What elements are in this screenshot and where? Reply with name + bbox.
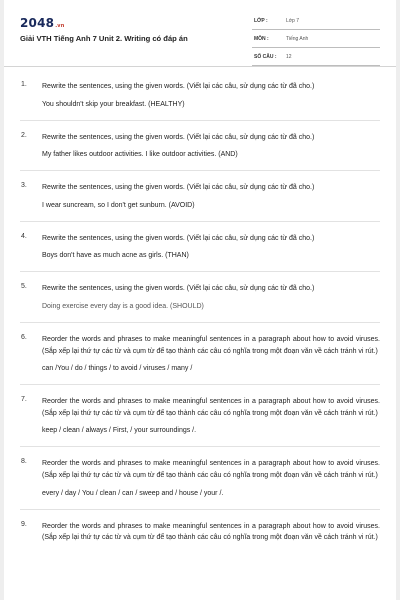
question-divider [20, 509, 380, 510]
question-number: 9. [21, 520, 27, 528]
question-task: I wear suncream, so I don't get sunburn. (AVOID) [42, 201, 195, 209]
document-header [4, 0, 396, 66]
question-instruction: Rewrite the sentences, using the given words. (Viết lại các câu, sử dụng các từ đã cho.) [42, 234, 315, 242]
meta-row-subject [252, 32, 380, 48]
meta-label: LỚP : [254, 18, 268, 24]
question-item [20, 233, 380, 262]
question-number: 1. [21, 81, 27, 88]
question-number: 3. [21, 182, 27, 190]
question-divider [20, 322, 380, 323]
question-number: 7. [21, 396, 27, 404]
question-number: 4. [21, 232, 27, 240]
question-instruction: Rewrite the sentences, using the given words. (Viết lại các câu, sử dụng các từ đã cho.) [42, 285, 315, 293]
question-item [20, 396, 380, 436]
question-number: 6. [21, 333, 27, 341]
question-list [4, 67, 396, 544]
question-divider [20, 271, 380, 272]
question-divider [20, 446, 380, 447]
question-item [20, 521, 380, 544]
question-task: Boys don't have as much acne as girls. (THAN) [42, 252, 189, 260]
question-item [20, 334, 380, 374]
question-instruction: Reorder the words and phrases to make meaningful sentences in a paragraph about how to avoid viruses. (Sắp xếp lại thứ tự các từ và cụm từ để tạo thành các câu có nghĩa trong một đoạn văn về cách tránh vi rút.) [42, 522, 380, 542]
question-task: You shouldn't skip your breakfast. (HEALTHY) [42, 100, 185, 108]
question-item [20, 283, 380, 312]
document-page [4, 0, 396, 600]
question-instruction: Rewrite the sentences, using the given words. (Viết lại các câu, sử dụng các từ đã cho.) [42, 83, 315, 90]
meta-row-question-count [252, 50, 380, 66]
meta-label: SỐ CÂU : [254, 54, 277, 60]
question-instruction: Rewrite the sentences, using the given words. (Viết lại các câu, sử dụng các từ đã cho.) [42, 133, 315, 141]
meta-value: Lớp 7 [286, 18, 300, 24]
question-instruction: Rewrite the sentences, using the given words. (Viết lại các câu, sử dụng các từ đã cho.) [42, 184, 315, 192]
meta-row-grade [252, 14, 380, 30]
question-divider [20, 120, 380, 121]
question-item [20, 132, 380, 161]
question-instruction: Reorder the words and phrases to make meaningful sentences in a paragraph about how to avoid viruses. (Sắp xếp lại thứ tự các từ và cụm từ để tạo thành các câu có nghĩa trong một đoạn văn về cách tránh vi rút.) [42, 335, 380, 355]
question-task: every / day / You / clean / can / sweep and / house / your /. [42, 489, 224, 497]
question-divider [20, 384, 380, 385]
question-divider [20, 170, 380, 171]
logo-suffix: .vn [55, 23, 65, 29]
meta-value: Tiếng Anh [286, 36, 309, 42]
question-number: 5. [21, 283, 27, 291]
question-task: Doing exercise every day is a good idea. (SHOULD) [42, 302, 204, 310]
document-title: Giải VTH Tiếng Anh 7 Unit 2. Writing có đáp án [20, 34, 188, 43]
question-item [20, 458, 380, 498]
question-task: keep / clean / always / First, / your surroundings /. [42, 427, 197, 435]
meta-value: 12 [286, 54, 292, 60]
question-instruction: Reorder the words and phrases to make meaningful sentences in a paragraph about how to avoid viruses. (Sắp xếp lại thứ tự các từ và cụm từ để tạo thành các câu có nghĩa trong một đoạn văn về cách tránh vi rút.) [42, 460, 380, 479]
site-logo[interactable] [20, 16, 65, 30]
question-instruction: Reorder the words and phrases to make meaningful sentences in a paragraph about how to avoid viruses. (Sắp xếp lại thứ tự các từ và cụm từ để tạo thành các câu có nghĩa trong một đoạn văn về cách tránh vi rút.) [42, 398, 380, 417]
question-number: 2. [21, 131, 27, 139]
document-meta [252, 14, 380, 68]
logo-text: 2048 [20, 16, 55, 30]
question-item [20, 182, 380, 211]
meta-label: MÔN : [254, 36, 269, 42]
question-task: can /You / do / things / to avoid / viruses / many / [42, 365, 193, 373]
question-number: 8. [21, 458, 27, 466]
question-divider [20, 221, 380, 222]
question-item [20, 81, 380, 110]
question-task: My father likes outdoor activities. I like outdoor activities. (AND) [42, 151, 238, 159]
